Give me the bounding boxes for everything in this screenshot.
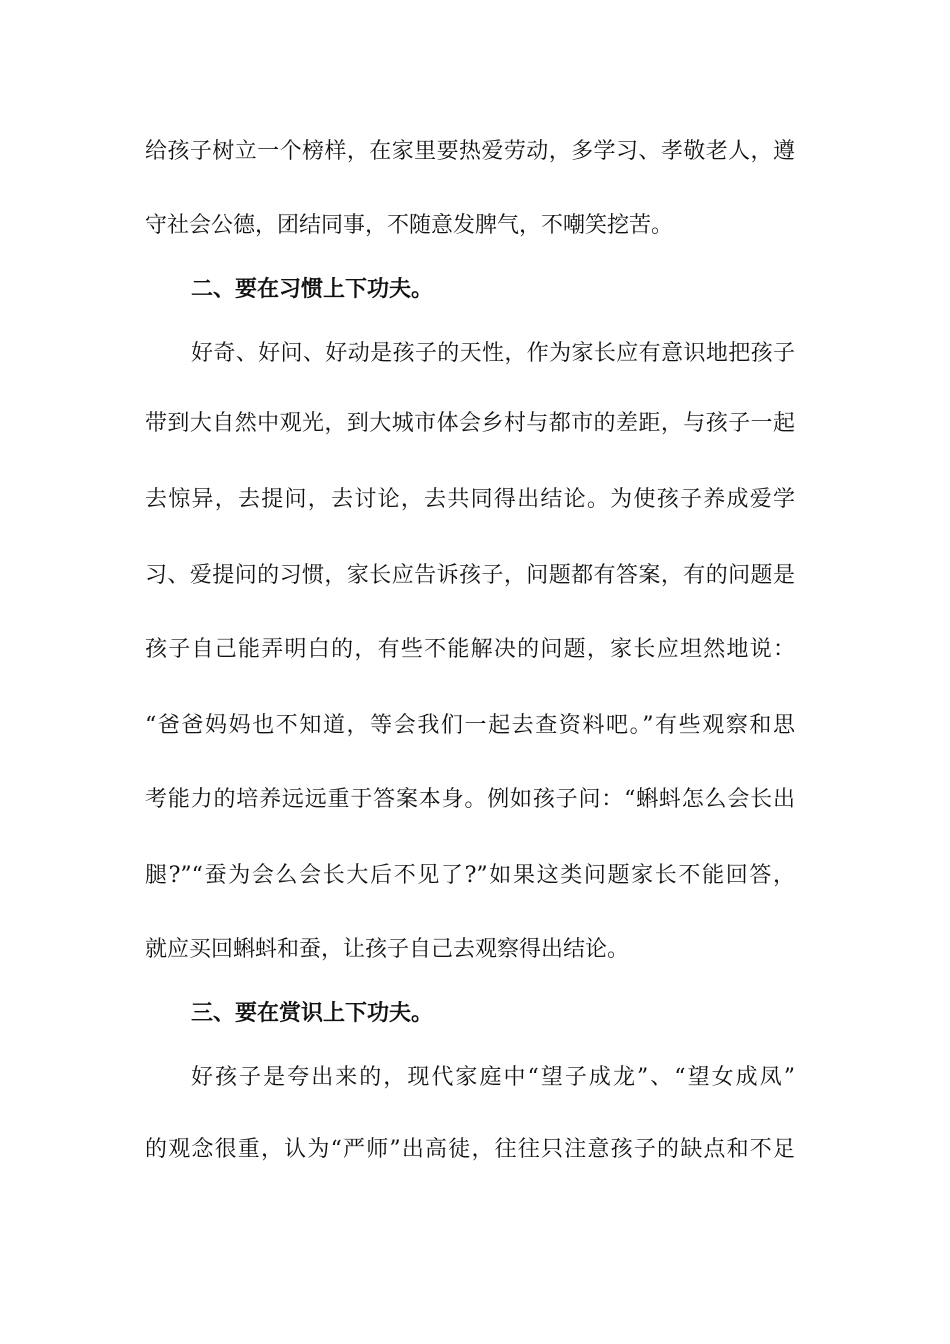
paragraph-line: 去惊异，去提问，去讨论，去共同得出结论。为使孩子养成爱学 [145, 487, 795, 512]
paragraph-line: “爸爸妈妈也不知道，等会我们一起去查资料吧。”有些观察和思 [145, 713, 795, 738]
paragraph-line: 好孩子是夸出来的，现代家庭中“望子成龙”、“望女成凤” [191, 1065, 795, 1090]
paragraph-line: 的观念很重，认为“严师”出高徒，往往只注意孩子的缺点和不足 [145, 1137, 795, 1162]
paragraph-line: 腿?”“蚕为会么会长大后不见了?”如果这类问题家长不能回答， [145, 863, 795, 888]
paragraph-line: 就应买回蝌蚪和蚕，让孩子自己去观察得出结论。 [145, 937, 630, 962]
paragraph-line: 带到大自然中观光，到大城市体会乡村与都市的差距，与孩子一起 [145, 411, 795, 436]
paragraph-line: 习、爱提问的习惯，家长应告诉孩子，问题都有答案，有的问题是 [145, 563, 795, 588]
paragraph-line: 考能力的培养远远重于答案本身。例如孩子问：“蝌蚪怎么会长出 [145, 787, 795, 812]
paragraph-line: 孩子自己能弄明白的，有些不能解决的问题，家长应坦然地说： [145, 637, 795, 662]
section-heading: 三、要在赏识上下功夫。 [191, 1001, 434, 1026]
section-heading: 二、要在习惯上下功夫。 [191, 277, 434, 302]
paragraph-line: 守社会公德，团结同事，不随意发脾气，不嘲笑挖苦。 [145, 213, 674, 238]
paragraph-line: 给孩子树立一个榜样，在家里要热爱劳动，多学习、孝敬老人，遵 [145, 139, 795, 164]
paragraph-line: 好奇、好问、好动是孩子的天性，作为家长应有意识地把孩子 [191, 341, 795, 366]
